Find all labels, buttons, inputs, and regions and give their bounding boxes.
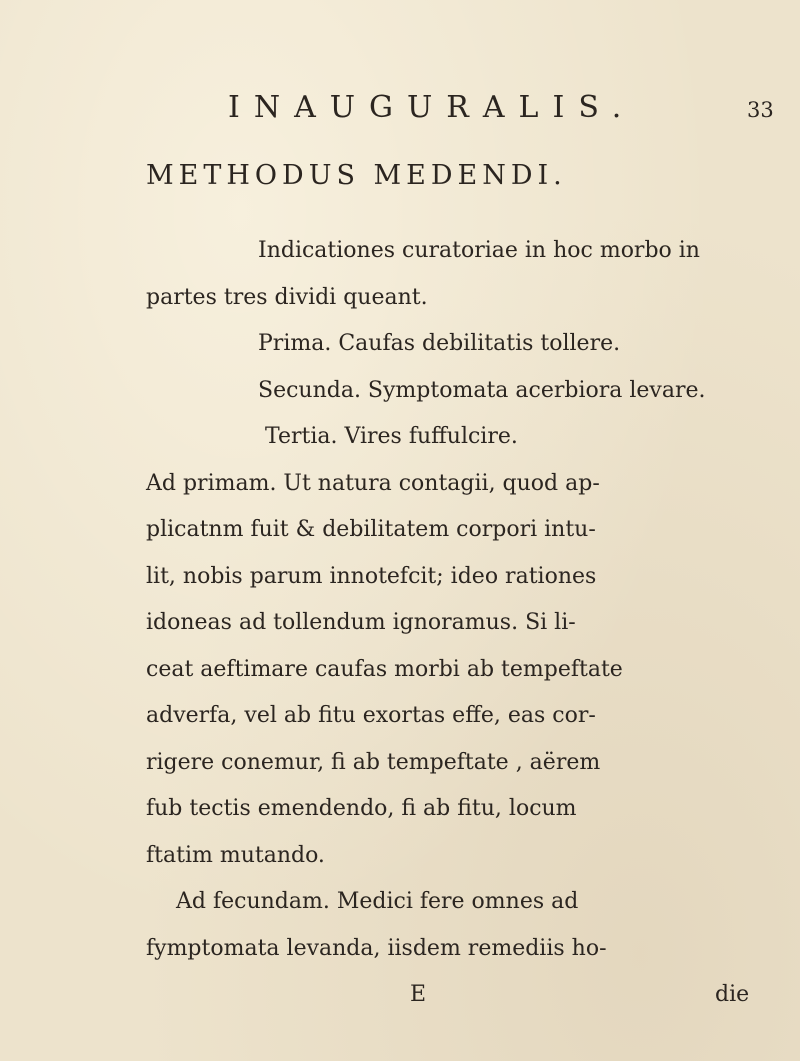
text-line: fymptomata levanda, iisdem remediis ho- (146, 935, 607, 961)
text-line: Indicationes curatoriae in hoc morbo in (258, 238, 700, 263)
text-line: Tertia. Vires fuffulcire. (265, 424, 518, 449)
text-line: fub tectis emendendo, fi ab fitu, locum (146, 796, 577, 821)
text-line: idoneas ad tollendum ignoramus. Si li- (146, 610, 576, 635)
text-line: adverfa, vel ab fitu exortas effe, eas cor- (146, 703, 596, 728)
text-line: partes tres dividi queant. (146, 284, 428, 310)
text-line: ftatim mutando. (146, 842, 325, 868)
text-line: plicatnm fuit & debilitatem corpori intu- (146, 517, 596, 542)
catchword: die (715, 982, 750, 1007)
text-line: Ad primam. Ut natura contagii, quod ap- (146, 470, 600, 496)
text-line: Secunda. Symptomata acerbiora levare. (258, 377, 706, 403)
page-number: 33 (747, 98, 774, 122)
signature-mark: E (410, 982, 427, 1007)
text-line: ceat aeftimare caufas morbi ab tempeftate (146, 656, 623, 682)
section-title: METHODUS MEDENDI. (146, 160, 567, 191)
text-line: Prima. Caufas debilitatis tollere. (258, 331, 621, 356)
text-line: Ad fecundam. Medici fere omnes ad (176, 889, 579, 914)
text-line: rigere conemur, fi ab tempeftate , aërem (146, 749, 601, 775)
text-line: lit, nobis parum innotefcit; ideo rationes (146, 563, 597, 589)
running-head: INAUGURALIS. (228, 90, 636, 125)
